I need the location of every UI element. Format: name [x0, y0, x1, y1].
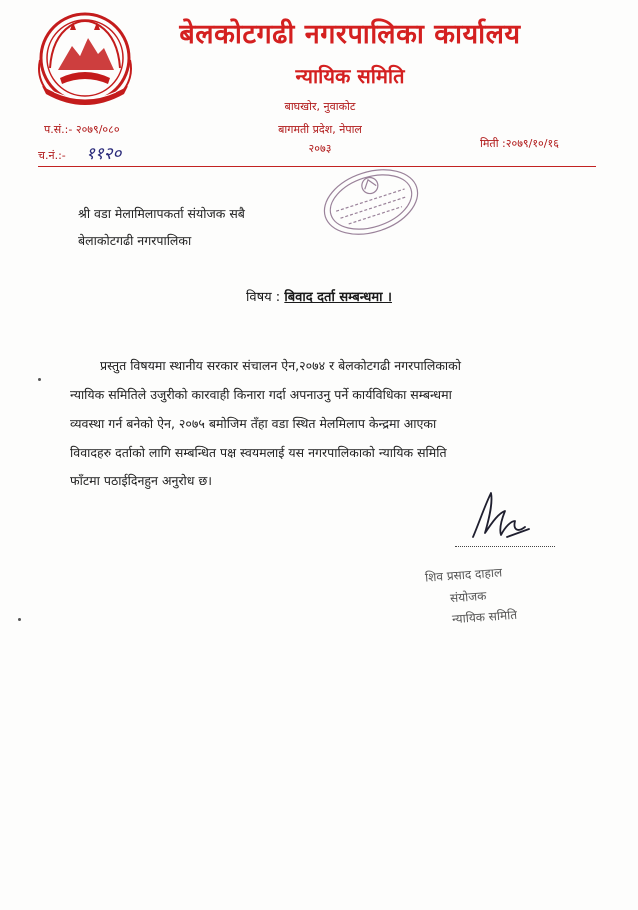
office-stamp-icon	[315, 162, 427, 242]
nepal-emblem-icon	[30, 8, 140, 112]
committee-name: न्यायिक समिति	[295, 64, 405, 88]
signatory-name: शिव प्रसाद दाहाल	[424, 565, 503, 585]
letter-date: मिती :२०७९/१०/१६	[480, 137, 559, 150]
signatory-designation: संयोजक	[449, 588, 487, 606]
signatory-committee: न्यायिक समिति	[451, 607, 518, 627]
signature-dotted-line	[455, 546, 555, 547]
body-paragraph-line: न्यायिक समितिले उजुरीको कारवाही किनारा गर्दा अपनाउनु पर्ने कार्यविधिका सम्बन्धमा	[70, 387, 452, 402]
address-line-2: बागमती प्रदेश, नेपाल	[278, 123, 362, 136]
signature-icon	[455, 485, 545, 555]
established-year: २०७३	[308, 142, 332, 155]
body-paragraph-line: प्रस्तुत विषयमा स्थानीय सरकार संचालन ऐन,२०७४ र बेलकोटगढी नगरपालिकाको	[100, 358, 462, 373]
paper-speck	[18, 618, 21, 621]
dispatch-number-handwritten: ११२०	[86, 144, 122, 164]
recipient-line-1: श्री वडा मेलामिलापकर्ता संयोजक सबै	[78, 206, 245, 221]
organization-name: बेलकोटगढी नगरपालिका कार्यालय	[179, 19, 521, 50]
body-paragraph-line: विवादहरु दर्ताको लागि सम्बन्धित पक्ष स्वयमलाई यस नगरपालिकाको न्यायिक समिति	[70, 445, 447, 460]
address-line-1: बाघखोर, नुवाकोट	[284, 100, 356, 113]
reference-number: प.सं.:- २०७९/०८०	[44, 123, 120, 136]
subject-line	[0, 287, 638, 305]
recipient-line-2: बेलाकोटगढी नगरपालिका	[78, 233, 192, 248]
dispatch-number-label: च.नं.:-	[38, 149, 66, 162]
body-paragraph-line: फाँटमा पठाईदिनहुन अनुरोध छ।	[70, 473, 212, 488]
subject-text: बिवाद दर्ता सम्बन्धमा ।	[284, 290, 392, 305]
body-paragraph-line: व्यवस्था गर्न बनेको ऐन, २०७५ बमोजिम तँहा वडा स्थित मेलमिलाप केन्द्रमा आएका	[70, 416, 437, 431]
paper-speck	[38, 378, 41, 381]
subject-label: विषय :	[246, 290, 281, 305]
